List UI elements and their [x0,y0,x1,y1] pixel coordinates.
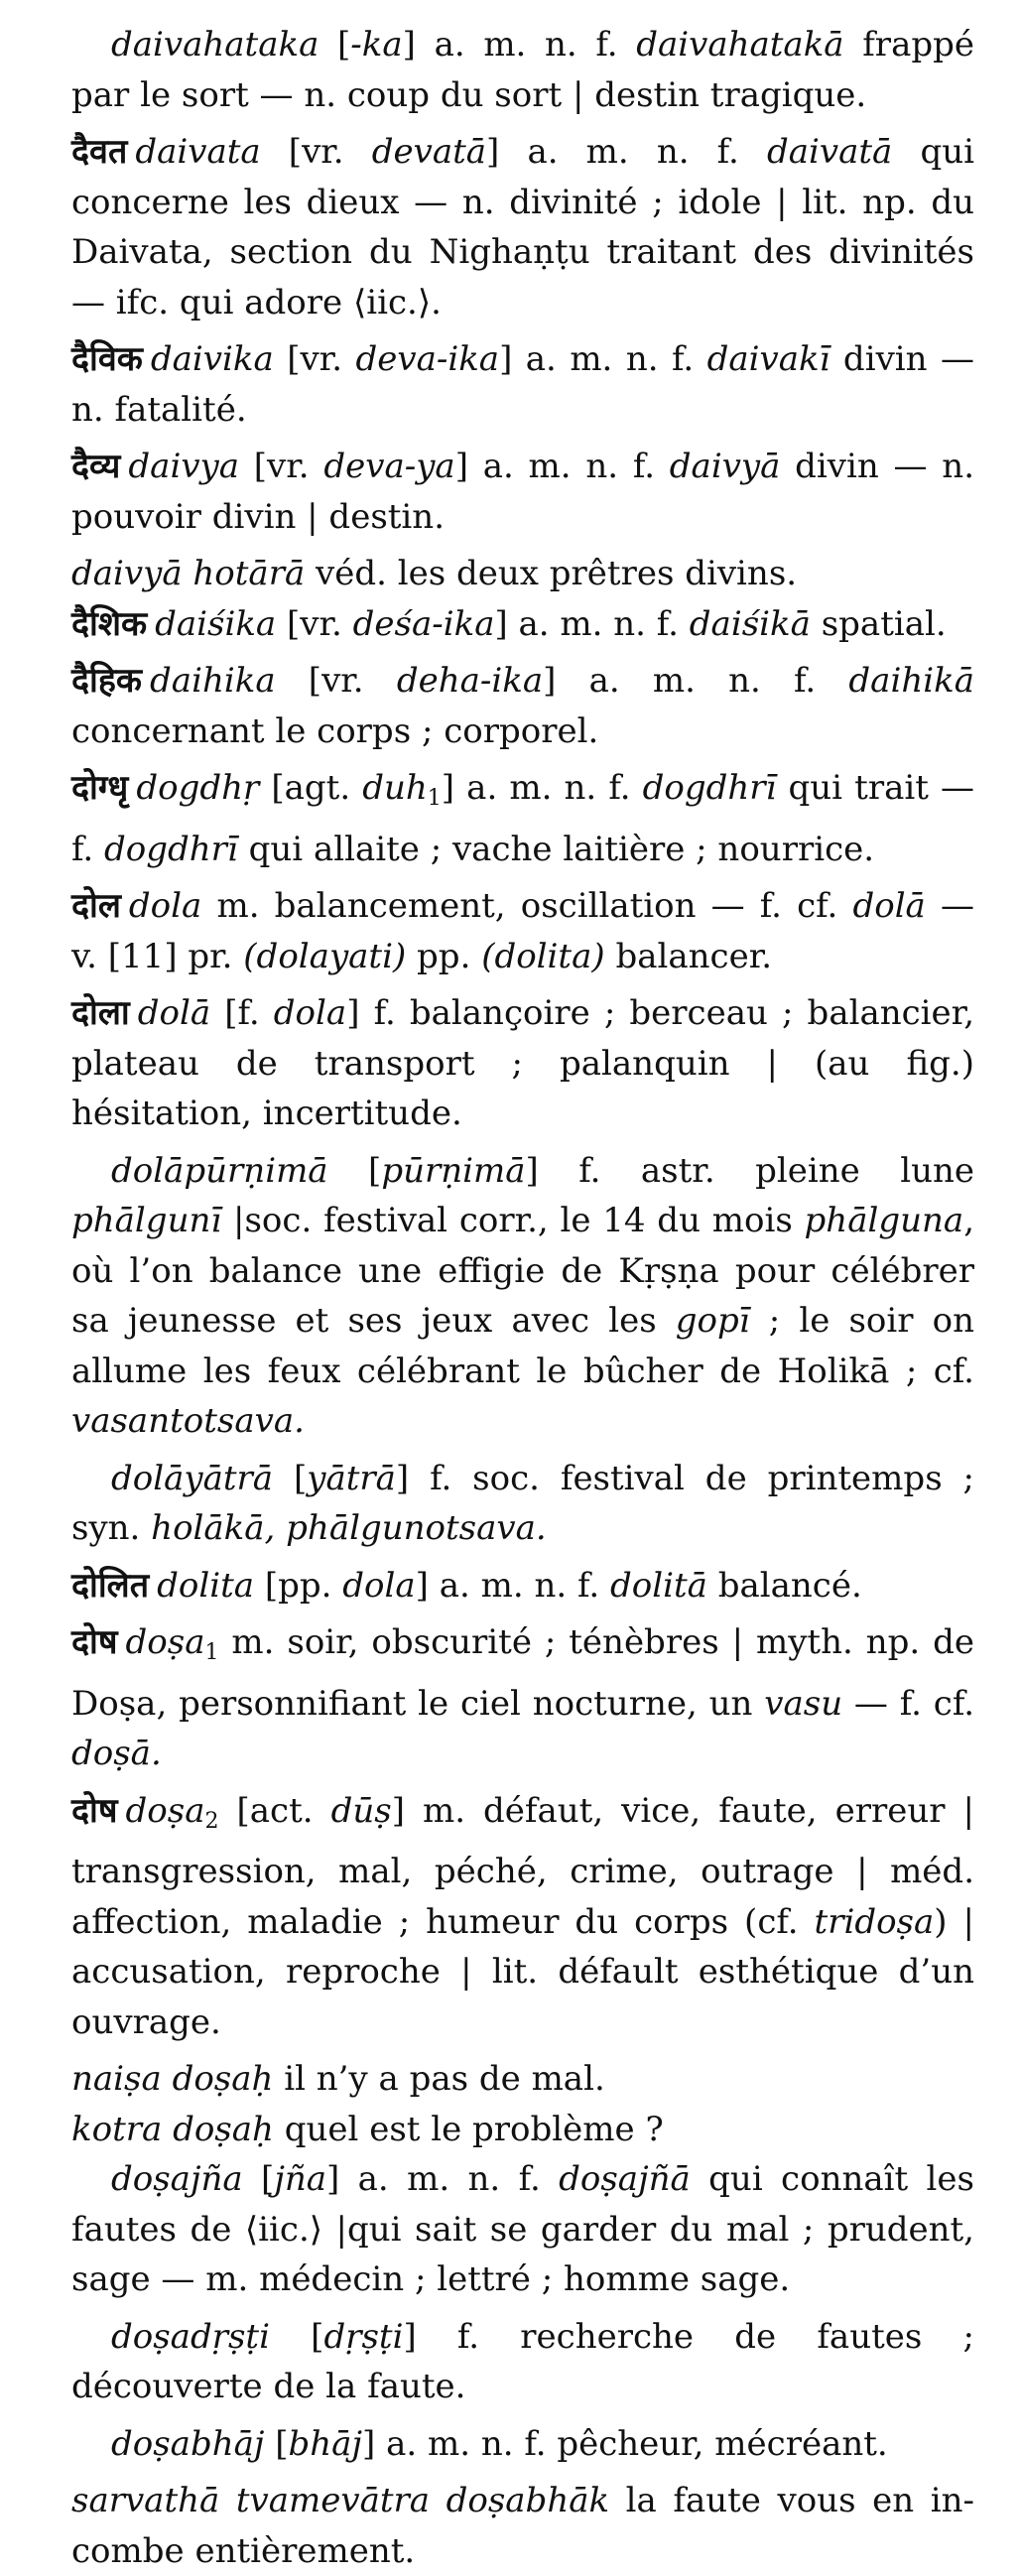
entry-text: [ [264,2423,289,2464]
italic-term: tridoṣa [814,1901,935,1942]
italic-term: doṣajñā [559,2159,691,2199]
dictionary-entry [71,127,974,327]
italic-term: daivya [128,447,240,486]
italic-term: holākā, phālgunotsava. [151,1508,547,1548]
example-phrase [71,2105,974,2155]
devanagari-headword: दोष [71,1622,118,1662]
entry-text: ] a. m. n. f. [486,132,767,172]
italic-term: kotra doṣaḥ [71,2109,274,2149]
entry-text: [ [242,2159,275,2199]
italic-term: -ka [350,25,403,64]
italic-term: dola [128,886,202,926]
devanagari-headword: दोष [71,1790,118,1831]
homonym-index: 1 [427,786,442,811]
italic-term: phālguna [804,1201,964,1240]
entry-text: ] a. m. n. f. [543,661,849,701]
entry-text: [act. [218,1790,331,1831]
entry-text: m. balancement, oscillation — f. cf. [201,886,853,926]
entry-text: ] a. m. n. f. [454,447,670,486]
italic-term: dogdhṛ [136,768,260,808]
dictionary-entry [71,1561,974,1611]
devanagari-headword: दोलित [71,1565,150,1606]
example-phrase [71,2476,974,2576]
entry-text: qui connaît les fautes de ⟨iic.⟩ |qui sait se garder du mal ; prudent, sage — m. médecin ; lettré ; homme sage. [71,2159,974,2299]
devanagari-headword: दोग्धृ [71,768,129,808]
dictionary-entry [71,1617,974,1779]
italic-term: dolāyātrā [111,1458,274,1498]
entry-text: ) | accusation, reproche | lit. défault esthétique d’un ouvrage. [71,1901,974,2042]
devanagari-headword: दैवत [71,132,128,172]
entry-text: [vr. [273,339,356,379]
italic-term: dolā [137,993,211,1033]
entry-text: [agt. [259,768,363,808]
entry-text: ] f. recherche de fautes ; découverte de la faute. [71,2316,974,2406]
dictionary-entry [71,599,974,650]
entry-text: il n’y a pas de mal. [273,2059,605,2099]
devanagari-headword: दोल [71,886,121,926]
italic-term: doṣadṛṣṭi [111,2316,270,2357]
entry-text: véd. les deux prêtres divins. [305,554,798,593]
entry-text: spatial. [810,603,947,644]
italic-term: dolā [852,886,926,926]
entry-text: [vr. [275,661,397,701]
italic-term: (dolita) [481,936,605,976]
devanagari-headword: दोला [71,993,130,1033]
italic-term: dogdhrī [104,829,238,869]
dictionary-entry [71,763,974,874]
homonym-index: 1 [204,1640,219,1665]
entry-text: [f. [210,993,274,1033]
italic-term: naiṣa doṣaḥ [71,2059,274,2099]
dictionary-entry [71,442,974,542]
entry-text: ; le soir on allume les feux célébrant le bûcher de Holikā ; cf. [71,1301,974,1391]
dictionary-entry [71,1454,974,1554]
dictionary-entry [71,20,974,120]
entry-text: — v. [11] pr. [71,886,974,976]
entry-text: [vr. [239,447,324,486]
entry-text: qui allaite ; vache laitière ; nourrice. [237,829,875,869]
entry-text: ] a. m. n. f. pêcheur, mécréant. [362,2423,888,2464]
italic-term: dolita [157,1565,255,1606]
entry-text: qui concerne les dieux — n. divinité ; idole | lit. np. du Daivata, section du Nighaṇṭu traitant des divinités — ifc. qui adore ⟨iic.⟩. [71,132,974,322]
italic-term: sarvathā tvamevātra doṣabhāk [71,2481,610,2520]
italic-term: phālgunī [71,1201,222,1240]
entry-text: ] a. m. n. f. [326,2159,560,2199]
entry-text: ] m. défaut, vice, faute, erreur | transgression, mal, péché, crime, outrage | méd. affection, maladie ; humeur du corps (cf. [71,1790,974,1942]
entry-text: [ [273,1458,308,1498]
italic-term: daivika [150,339,274,379]
italic-term: devatā [371,132,487,172]
italic-term: dolāpūrṇimā [111,1150,328,1191]
entry-text: balancé. [706,1565,862,1606]
italic-term: dolitā [609,1565,707,1606]
italic-term: deva-ya [323,447,455,486]
italic-term: daivakī [706,339,830,379]
italic-term: daiśikā [689,603,811,644]
entry-text: ] f. astr. pleine lune [525,1150,975,1191]
entry-text: |soc. festival corr., le 14 du mois [221,1201,805,1240]
italic-term: jña [274,2159,327,2199]
italic-term: gopī [675,1301,750,1341]
italic-term: doṣa [125,1790,205,1831]
homonym-index: 2 [204,1808,219,1834]
entry-text: quel est le problème ? [273,2109,664,2149]
italic-term: deha-ika [396,661,544,701]
entry-text: [vr. [276,603,353,644]
italic-term: dola [273,993,347,1033]
entry-text: [ [327,1150,382,1191]
dictionary-entry [71,1146,974,1447]
dictionary-entry [71,334,974,435]
devanagari-headword: दैविक [71,339,143,379]
entry-text: ] f. soc. festival de printemps ; syn. [71,1458,975,1548]
example-phrase [71,2054,974,2105]
italic-term: daihika [150,661,276,701]
italic-term: vasantotsava. [71,1401,305,1441]
example-phrase [71,549,974,599]
italic-term: vasu [764,1683,843,1724]
italic-term: dūṣ [330,1790,392,1831]
entry-text: divin — n. pouvoir divin | destin. [71,447,974,537]
entry-text: ] a. m. n. f. [494,603,690,644]
italic-term: doṣajña [111,2159,243,2199]
dictionary-entry [71,2312,974,2412]
devanagari-headword: दैहिक [71,661,143,701]
dictionary-entry [71,988,974,1139]
italic-term: deva-ika [355,339,500,379]
italic-term: bhāj [288,2423,362,2464]
italic-term: doṣabhāj [111,2423,265,2464]
entry-text: ] a. m. n. f. [441,768,643,808]
italic-term: dṛṣṭi [323,2316,404,2357]
dictionary-entry [71,2154,974,2305]
italic-term: duh [362,768,428,808]
devanagari-headword: दैशिक [71,603,148,644]
entry-text: frappé par le sort — n. coup du sort | destin tragique. [71,25,974,115]
dictionary-entry [71,656,974,756]
dictionary-entry [71,2419,974,2470]
entry-text: [vr. [260,132,372,172]
dictionary-entry [71,1786,974,2048]
entry-text: concernant le corps ; corporel. [71,710,599,751]
italic-term: deśa-ika [352,603,495,644]
italic-term: dogdhrī [642,768,777,808]
italic-term: doṣā. [71,1734,162,1773]
italic-term: daivata [135,132,261,172]
italic-term: daiśika [155,603,277,644]
italic-term: daivahatakā [636,25,844,64]
entry-text: la faute vous en incombe entièrement. [71,2481,974,2571]
entry-text: ] f. balançoire ; berceau ; balancier, plateau de transport ; palanquin | (au fig.) hésitation, incertitude. [71,993,974,1133]
italic-term: yātrā [307,1458,396,1498]
entry-text: ] a. m. n. f. [415,1565,610,1606]
entry-text: ] a. m. n. f. [499,339,707,379]
italic-term: daivahataka [111,25,319,64]
entry-text: [pp. [254,1565,343,1606]
entry-text: , où l’on balance une effigie de Kṛṣṇa pour célébrer sa jeunesse et ses jeux avec les [71,1201,974,1341]
devanagari-headword: दैव्य [71,447,121,486]
entry-text: pp. [406,936,482,976]
entry-text: qui trait — f. [71,768,974,869]
italic-term: daivyā [669,447,781,486]
italic-term: doṣa [125,1622,205,1662]
italic-term: (dolayati) [243,936,407,976]
italic-term: dola [342,1565,416,1606]
italic-term: pūrṇimā [381,1150,526,1191]
entry-text: — f. cf. [842,1683,975,1724]
entry-text: m. soir, obscurité ; ténèbres | myth. np. de Doṣa, personnifiant le ciel nocturne, un [71,1622,974,1724]
entry-text: [ [269,2316,324,2357]
dictionary-entry [71,881,974,981]
italic-term: daihikā [848,661,974,701]
italic-term: daivatā [766,132,893,172]
entry-text: [ [319,25,351,64]
italic-term: daivyā hotārā [71,554,306,593]
entry-text: ] a. m. n. f. [402,25,637,64]
entry-text: balancer. [604,936,773,976]
entry-text: divin — n. fatalité. [71,339,974,430]
